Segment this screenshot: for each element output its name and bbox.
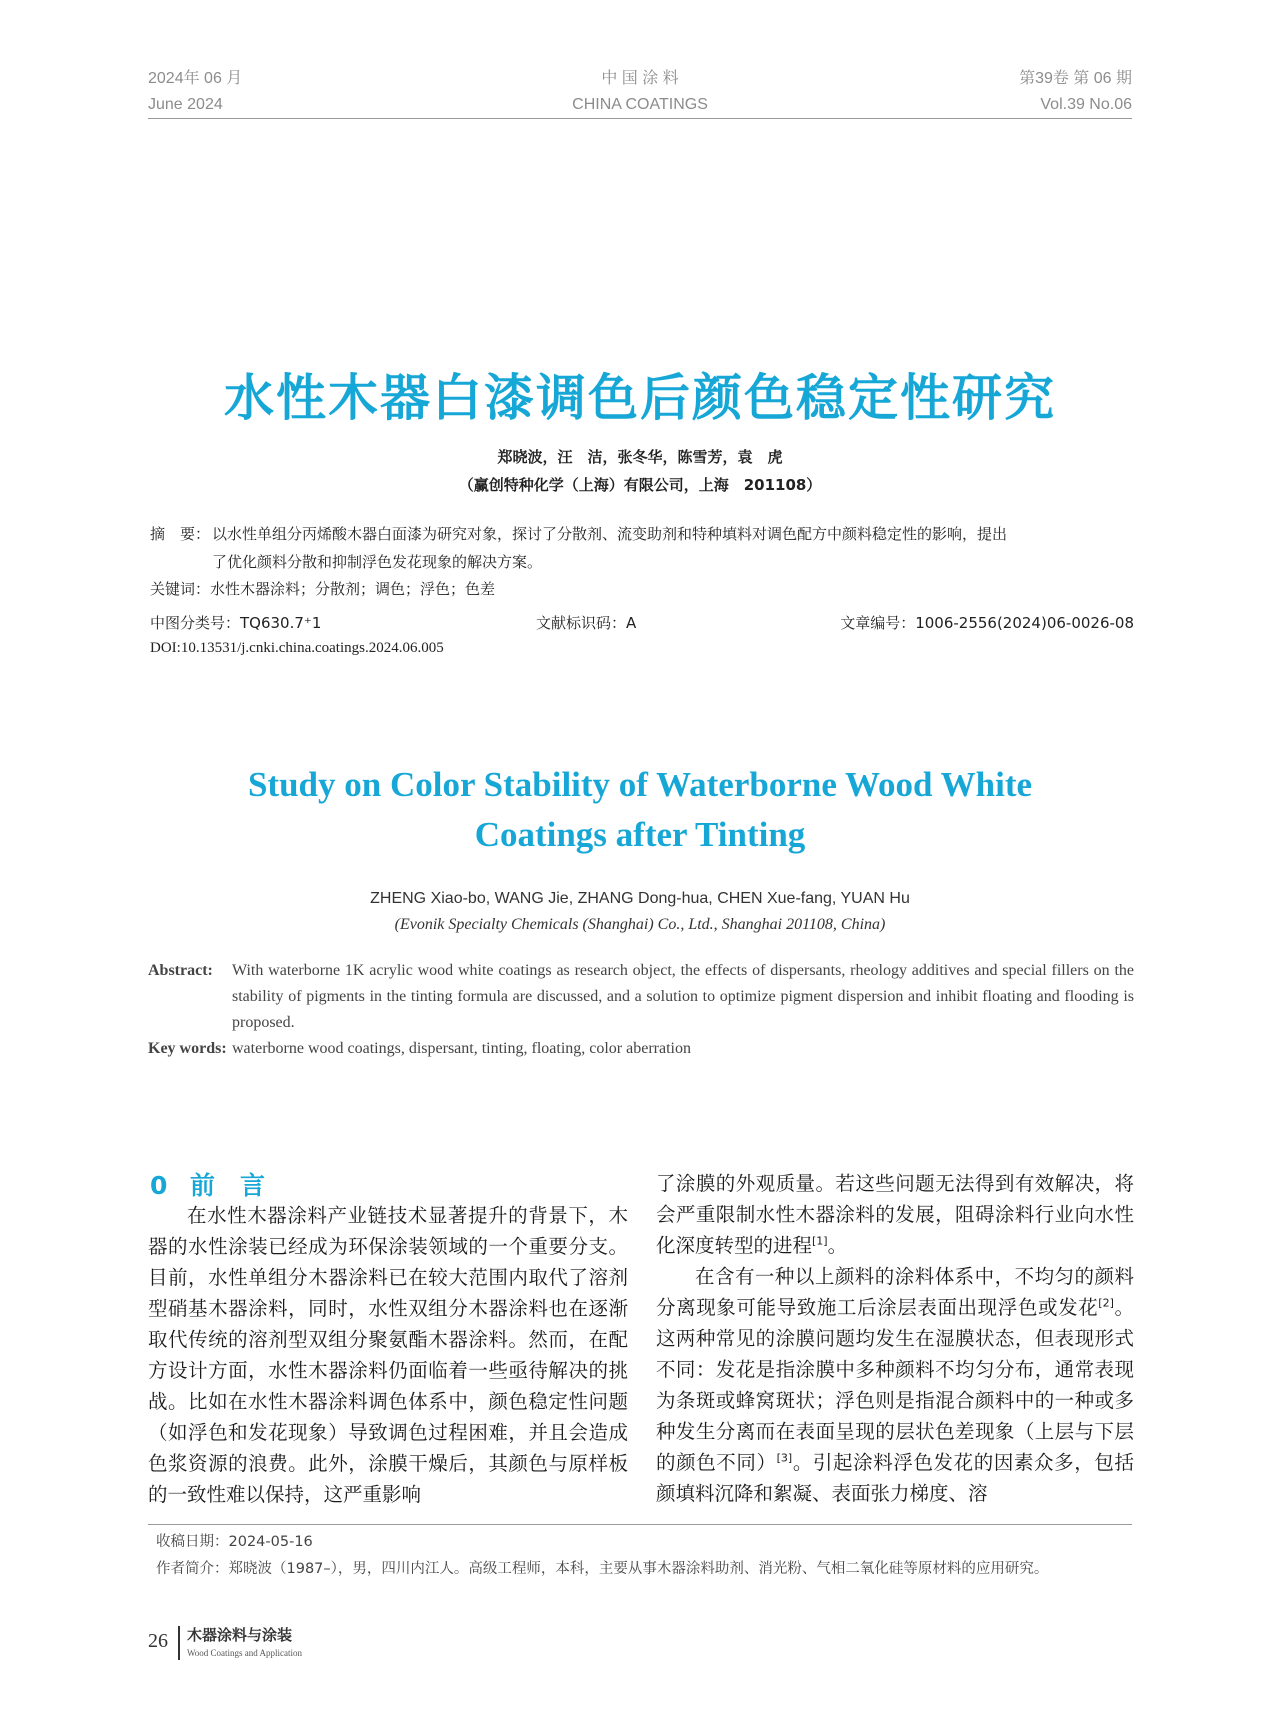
footnote-divider (148, 1524, 1132, 1525)
authors-en: ZHENG Xiao-bo, WANG Jie, ZHANG Dong-hua, CHEN Xue-fang, YUAN Hu (370, 890, 910, 907)
citation-ref[interactable]: [3] (776, 1451, 793, 1465)
header-volume-en: Vol.39 No.06 (1040, 96, 1132, 113)
header-date-cn: 2024年 06 月 (148, 70, 243, 87)
article-number: 文章编号：1006-2556(2024)06-0026-08 (840, 614, 1134, 632)
document-code: 文献标识码：A (536, 614, 637, 632)
body-column-right (656, 1168, 1134, 1509)
keywords-en-label: Key words: (148, 1040, 227, 1057)
body-paragraph: 在水性木器涂料产业链技术显著提升的背景下，木器的水性涂装已经成为环保涂装领域的一个重要分支。目前，水性单组分木器涂料已在较大范围内取代了溶剂型硝基木器涂料，同时，水性双组分木器涂料也在逐渐取代传统的溶剂型双组分聚氨酯木器涂料。然而，在配方设计方面，水性木器涂料仍面临着一些亟待解决的挑战。比如在水性木器涂料调色体系中，颜色稳定性问题（如浮色和发花现象）导致调色过程困难，并且会造成色浆资源的浪费。此外，涂膜干燥后，其颜色与原样板的一致性难以保持，这严重影响 (148, 1204, 628, 1506)
body-text: 了涂膜的外观质量。若这些问题无法得到有效解决，将会严重限制水性木器涂料的发展，阻碍涂料行业向水性化深度转型的进程 (656, 1172, 1134, 1257)
body-text: 。引起涂料浮色发花的因素众多，包括颜填料沉降和絮凝、表面张力梯度、溶 (656, 1451, 1134, 1505)
body-paragraph (656, 1261, 1134, 1509)
doi-link[interactable]: DOI:10.13531/j.cnki.china.coatings.2024.06.005 (150, 640, 444, 656)
abstract-cn-label: 摘 要： (150, 525, 211, 543)
header-journal-en: CHINA COATINGS (572, 96, 708, 113)
abstract-en-text: With waterborne 1K acrylic wood white coatings as research object, the effects of dispersants, rheology additives and special fillers on the stability of pigments in the tinting formula are discussed, and a solution to optimize pigment dispersion and inhibit floating and flooding is proposed. (232, 962, 1134, 1031)
keywords-cn (150, 578, 495, 599)
body-column-left (148, 1200, 628, 1510)
keywords-cn-label: 关键词： (150, 580, 211, 598)
page-title-en (0, 760, 1280, 860)
body-text: 。这两种常见的涂膜问题均发生在湿膜状态，但表现形式不同：发花是指涂膜中多种颜料不均匀分布，通常表现为条斑或蜂窝斑状；浮色则是指混合颜料中的一种或多种发生分离而在表面呈现的层状色差现象（上层与下层的颜色不同） (656, 1296, 1134, 1474)
citation-ref[interactable]: [2] (1098, 1296, 1114, 1310)
abstract-en (148, 958, 1134, 1036)
body-text: 。 (827, 1234, 848, 1257)
affiliation-cn: （赢创特种化学（上海）有限公司，上海 201108） (458, 476, 822, 494)
abstract-en-label: Abstract: (148, 962, 213, 979)
authors-cn: 郑晓波，汪 洁，张冬华，陈雪芳，袁 虎 (497, 448, 783, 466)
header-journal-cn: 中 国 涂 料 (601, 70, 679, 87)
header-date-en: June 2024 (148, 96, 223, 113)
page-number: 26 (148, 1630, 168, 1652)
keywords-en (148, 1040, 1134, 1058)
keywords-en-text: waterborne wood coatings, dispersant, tinting, floating, color aberration (232, 1040, 691, 1057)
header-volume-cn: 第39卷 第 06 期 (1019, 70, 1132, 87)
page-title-en-line1: Study on Color Stability of Waterborne Wood White (247, 765, 1033, 804)
abstract-cn (150, 520, 1134, 576)
page-title-cn: 水性木器白漆调色后颜色稳定性研究 (224, 369, 1056, 427)
footer-journal-cn: 木器涂料与涂装 (187, 1626, 293, 1644)
section-number: 0 (150, 1171, 168, 1200)
author-bio: 作者简介：郑晓波（1987–），男，四川内江人。高级工程师，本科，主要从事木器涂料助剂、消光粉、气相二氧化硅等原材料的应用研究。 (156, 1561, 1049, 1577)
footer-bar (178, 1626, 180, 1660)
header-date (148, 66, 242, 118)
section-title: 前 言 (190, 1171, 266, 1200)
page-title-en-line2: Coatings after Tinting (474, 815, 806, 854)
body-paragraph (656, 1168, 1134, 1261)
section-heading (150, 1166, 265, 1202)
footer-journal-en: Wood Coatings and Application (187, 1648, 303, 1658)
affiliation-en: (Evonik Specialty Chemicals (Shanghai) Co., Ltd., Shanghai 201108, China) (394, 916, 886, 933)
keywords-cn-text: 水性木器涂料；分散剂；调色；浮色；色差 (210, 580, 496, 598)
body-text: 在含有一种以上颜料的涂料体系中，不均匀的颜料分离现象可能导致施工后涂层表面出现浮色或发花 (656, 1265, 1134, 1319)
class-number: 中图分类号：TQ630.7⁺1 (150, 614, 322, 632)
header-journal (540, 66, 740, 118)
header-divider (148, 118, 1132, 119)
abstract-cn-line2: 了优化颜料分散和抑制浮色发花现象的解决方案。 (212, 553, 543, 571)
abstract-cn-line1: 以水性单组分丙烯酸木器白面漆为研究对象，探讨了分散剂、流变助剂和特种填料对调色配方中颜料稳定性的影响，提出 (212, 525, 1008, 543)
header-volume (1019, 66, 1132, 118)
citation-ref[interactable]: [1] (812, 1234, 828, 1248)
received-date: 收稿日期：2024-05-16 (156, 1534, 313, 1550)
